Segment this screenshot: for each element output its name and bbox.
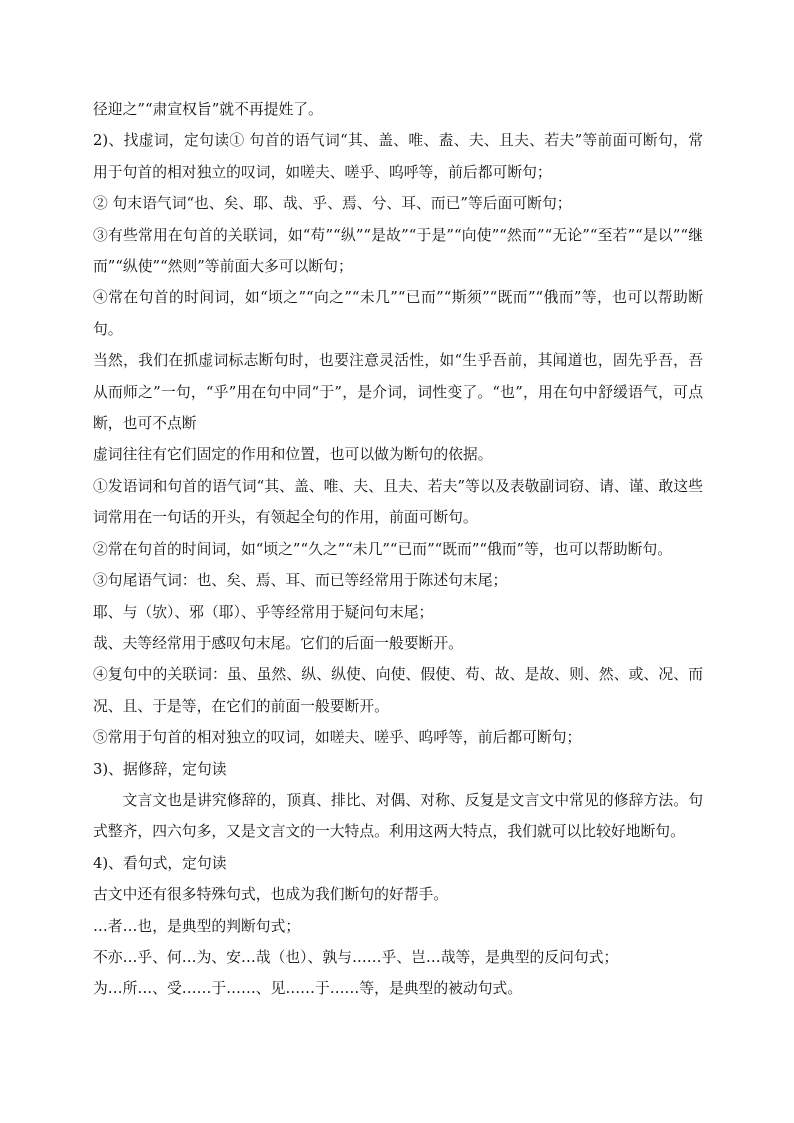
paragraph-18: 古文中还有很多特殊句式，也成为我们断句的好帮手。 — [93, 886, 449, 904]
paragraph-5: ④常在句首的时间词，如“顷之”“向之”“未几”“已而”“斯须”“既而”“俄而”等，也可以帮助断句。 — [93, 289, 703, 338]
paragraph-21: 为…所…、受……于……、见……于……等，是典型的被动句式。 — [93, 980, 523, 998]
paragraph-14: ⑤常用于句首的相对独立的叹词，如嗟夫、嗟乎、呜呼等，前后都可断句； — [93, 729, 582, 747]
paragraph-8: ①发语词和句首的语气词“其、盖、唯、夫、且夫、若夫”等以及表敬副词窃、请、谨、敢这些词常用在一句话的开头，有领起全句的作用，前面可断句。 — [93, 477, 703, 527]
paragraph-12: 哉、夫等经常用于感叹句末尾。它们的后面一般要断开。 — [93, 634, 463, 652]
paragraph-2: 2)、找虚词，定句读① 句首的语气词“其、盖、唯、盍、夫、且夫、若夫”等前面可断句，常用于句首的相对独立的叹词，如嗟夫、嗟乎、呜呼等，前后都可断句； — [93, 132, 703, 181]
paragraph-10: ③句尾语气词：也、矣、焉、耳、而已等经常用于陈述句末尾； — [93, 572, 508, 590]
paragraph-11: 耶、与（欤）、邪（耶）、乎等经常用于疑问句末尾； — [93, 603, 434, 621]
paragraph-3: ② 句末语气词“也、矣、耶、哉、乎、焉、兮、耳、而已”等后面可断句； — [93, 195, 572, 213]
paragraph-19: …者…也，是典型的判断句式； — [93, 917, 301, 935]
paragraph-7: 虚词往往有它们固定的作用和位置，也可以做为断句的依据。 — [93, 446, 493, 464]
section-heading-3: 3)、据修辞，定句读 — [93, 760, 227, 778]
section-heading-4: 4)、看句式，定句读 — [93, 854, 227, 872]
paragraph-6: 当然，我们在抓虚词标志断句时，也要注意灵活性，如“生乎吾前，其闻道也，固先乎吾，吾从而师之”一句，“乎”用在句中同“于”，是介词，词性变了。“也”，用在句中舒缓语气，可点断，也可不点断 — [93, 352, 703, 433]
paragraph-1: 径迎之”“肃宣权旨”就不再提姓了。 — [93, 101, 323, 118]
paragraph-20: 不亦…乎、何…为、安…哉（也）、孰与……乎、岂…哉等，是典型的反问句式； — [93, 948, 619, 966]
paragraph-9: ②常在句首的时间词，如“顷之”“久之”“未几”“已而”“既而”“俄而”等，也可以帮助断句。 — [93, 540, 673, 558]
paragraph-16: 文言文也是讲究修辞的，顶真、排比、对偶、对称、反复是文言文中常见的修辞方法。句式整齐，四六句多，又是文言文的一大特点。利用这两大特点，我们就可以比较好地断句。 — [93, 791, 703, 841]
document-body — [93, 94, 703, 1005]
paragraph-4: ③有些常用在句首的关联词，如“苟”“纵”“是故”“于是”“向使”“然而”“无论”“至若”“是以”“继而”“纵使”“然则”等前面大多可以断句； — [93, 226, 703, 276]
paragraph-13: ④复句中的关联词：虽、虽然、纵、纵使、向使、假使、苟、故、是故、则、然、或、况、而况、且、于是等，在它们的前面一般要断开。 — [93, 666, 703, 715]
